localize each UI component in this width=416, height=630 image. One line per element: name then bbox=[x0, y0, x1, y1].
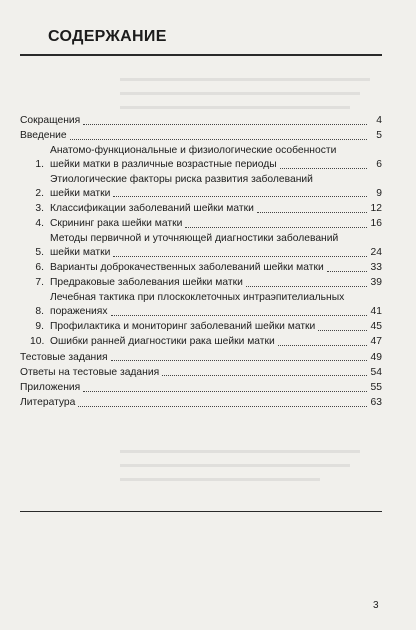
toc-entry bbox=[20, 320, 382, 334]
page-number: 3 bbox=[373, 600, 379, 611]
toc-entry-page: 55 bbox=[370, 382, 382, 393]
toc-entry-number: 10. bbox=[30, 336, 45, 348]
dot-leader bbox=[246, 285, 367, 287]
toc-entry-title: шейки матки в различные возрастные периоды bbox=[50, 158, 277, 170]
toc-entry-page: 12 bbox=[370, 202, 382, 214]
toc-entry-title: Варианты доброкачественных заболеваний шейки матки bbox=[50, 262, 324, 274]
toc-entry-title: Ответы на тестовые задания bbox=[20, 366, 160, 378]
toc-entry-number: 1. bbox=[35, 158, 44, 170]
dot-leader bbox=[162, 374, 367, 376]
toc-entry-title: поражениях bbox=[50, 306, 108, 318]
dot-leader bbox=[327, 270, 367, 272]
toc-entry bbox=[20, 366, 382, 380]
dot-leader bbox=[318, 329, 367, 331]
toc-entry-page: 49 bbox=[370, 351, 382, 363]
toc-entry-number: 7. bbox=[35, 277, 44, 289]
toc-entry-number: 8. bbox=[35, 306, 44, 318]
toc-entry-title: шейки матки bbox=[50, 187, 111, 199]
toc-entry-number: 2. bbox=[35, 187, 44, 199]
toc-entry bbox=[20, 276, 382, 290]
toc-entry-title: шейки матки bbox=[50, 246, 111, 258]
toc-entry-title: Классификации заболеваний шейки матки bbox=[50, 202, 254, 214]
dot-leader bbox=[111, 314, 367, 316]
toc-entry bbox=[20, 351, 382, 365]
toc-entry-number: 5. bbox=[35, 246, 44, 258]
toc-entry-title: Приложения bbox=[20, 382, 81, 393]
dot-leader bbox=[111, 359, 367, 361]
toc-entry-page: 54 bbox=[370, 366, 382, 378]
dot-leader bbox=[113, 255, 367, 257]
page-title: СОДЕРЖАНИЕ bbox=[48, 28, 167, 45]
toc-entry-page: 9 bbox=[376, 187, 382, 199]
dot-leader bbox=[185, 226, 367, 228]
toc-entry bbox=[20, 217, 382, 231]
toc-entry-title: Анатомо-функциональные и физиологические особенности bbox=[50, 145, 337, 157]
toc-entry-title: Скрининг рака шейки матки bbox=[50, 218, 183, 230]
toc-entry-page: 33 bbox=[370, 262, 382, 274]
dot-leader bbox=[280, 167, 367, 169]
toc-entry-title: Введение bbox=[20, 130, 67, 142]
toc-entry-number: 9. bbox=[35, 321, 44, 333]
toc-entry bbox=[20, 381, 382, 395]
toc-entry-page: 39 bbox=[370, 277, 382, 289]
heading-rule bbox=[20, 54, 382, 56]
toc-entry-page: 45 bbox=[370, 321, 382, 333]
toc-entry bbox=[20, 129, 382, 143]
toc-entry-title: Ошибки ранней диагностики рака шейки матки bbox=[50, 336, 275, 348]
toc-entry-title: Литература bbox=[20, 397, 76, 409]
dot-leader bbox=[257, 211, 367, 213]
toc-entry bbox=[20, 396, 382, 410]
bottom-rule bbox=[20, 511, 382, 512]
toc-entry-page: 5 bbox=[376, 130, 382, 142]
toc-entry-title: Лечебная тактика при плоскоклеточных интраэпителиальных bbox=[50, 292, 345, 304]
toc-entry-page: 41 bbox=[370, 306, 382, 318]
toc-entry bbox=[20, 291, 382, 318]
toc-entry-title: Сокращения bbox=[20, 115, 81, 126]
toc-entry-page: 63 bbox=[370, 397, 382, 409]
toc-entry bbox=[20, 261, 382, 275]
toc-entry-number: 4. bbox=[35, 218, 44, 230]
dot-leader bbox=[278, 344, 367, 346]
toc-entry-title: Профилактика и мониторинг заболеваний шейки матки bbox=[50, 321, 316, 333]
toc-entry-title: Тестовые задания bbox=[20, 351, 108, 363]
dot-leader bbox=[83, 390, 367, 392]
toc-entry bbox=[20, 144, 382, 171]
toc-entry-page: 6 bbox=[376, 158, 382, 170]
dot-leader bbox=[78, 405, 367, 407]
toc-entry-page: 47 bbox=[370, 336, 382, 348]
toc-entry-title: Методы первичной и уточняющей диагностики заболеваний bbox=[50, 233, 339, 245]
toc-entry bbox=[20, 335, 382, 349]
toc-entry bbox=[20, 232, 382, 259]
toc-entry-page: 4 bbox=[376, 115, 382, 126]
toc-entry-title: Этиологические факторы риска развития заболеваний bbox=[50, 174, 313, 186]
dot-leader bbox=[83, 123, 367, 125]
toc-entry-title: Предраковые заболевания шейки матки bbox=[50, 277, 243, 289]
toc-entry-number: 3. bbox=[35, 202, 44, 214]
toc-entry-page: 16 bbox=[370, 218, 382, 230]
dot-leader bbox=[70, 138, 367, 140]
toc-entry bbox=[20, 202, 382, 216]
toc-entry-number: 6. bbox=[35, 262, 44, 274]
toc-entry-page: 24 bbox=[370, 246, 382, 258]
dot-leader bbox=[113, 195, 367, 197]
toc-entry bbox=[20, 114, 382, 128]
table-of-contents bbox=[20, 114, 382, 411]
toc-entry bbox=[20, 173, 382, 200]
